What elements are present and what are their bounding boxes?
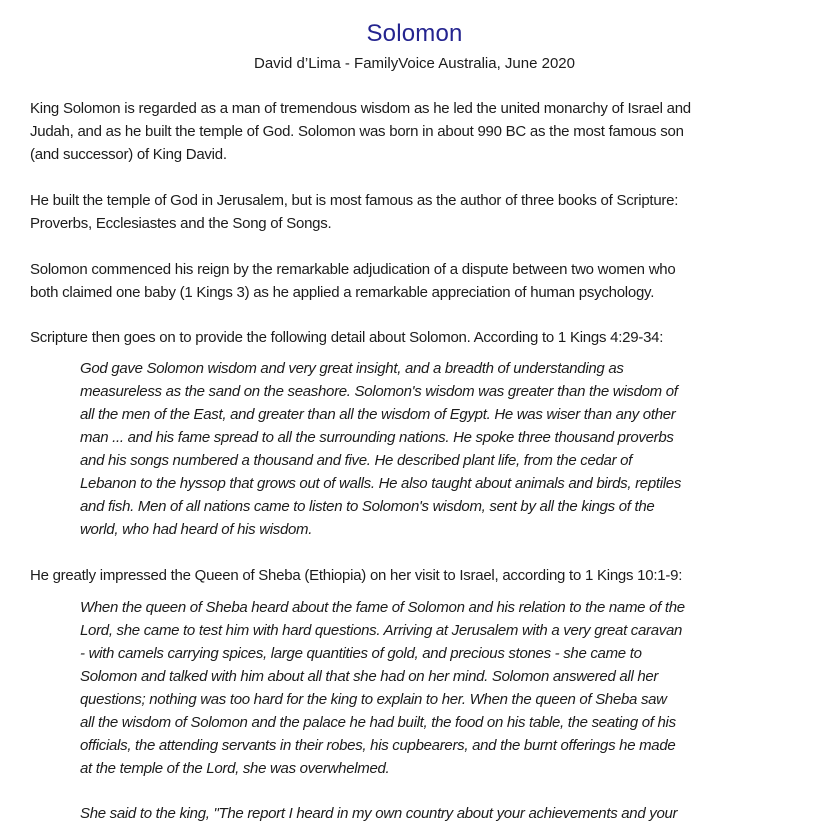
quote-line: at the temple of the Lord, she was overwhelmed. — [80, 760, 390, 777]
quote-line: officials, the attending servants in their robes, his cupbearers, and the burnt offerings he made — [80, 737, 676, 754]
quote-line: all the men of the East, and greater than all the wisdom of Egypt. He was wiser than any other — [80, 406, 676, 423]
quote-line: Solomon and talked with him about all that she had on her mind. Solomon answered all her — [80, 668, 659, 685]
blockquote-1-kings-4 — [80, 357, 825, 541]
paragraph-queen-of-sheba — [30, 564, 820, 587]
text-line: (and successor) of King David. — [30, 146, 227, 163]
quote-line: Lord, she came to test him with hard questions. Arriving at Jerusalem with a very great caravan — [80, 622, 683, 639]
text-line: He greatly impressed the Queen of Sheba (Ethiopia) on her visit to Israel, according to 1 Kings 10:1-9: — [30, 567, 683, 584]
paragraph-temple — [30, 189, 820, 235]
quote-line: man ... and his fame spread to all the surrounding nations. He spoke three thousand proverbs — [80, 429, 674, 446]
document-byline: David d’Lima - FamilyVoice Australia, June 2020 — [254, 55, 575, 72]
text-line: Scripture then goes on to provide the following detail about Solomon. According to 1 Kings 4:29-34: — [30, 329, 664, 346]
text-line: Solomon commenced his reign by the remarkable adjudication of a dispute between two women who — [30, 261, 676, 278]
text-line: King Solomon is regarded as a man of tremendous wisdom as he led the united monarchy of Israel and — [30, 100, 691, 117]
blockquote-1-kings-10 — [80, 596, 825, 780]
quote-line: God gave Solomon wisdom and very great insight, and a breadth of understanding as — [80, 360, 624, 377]
quote-line: world, who had heard of his wisdom. — [80, 521, 313, 538]
blockquote-queen-speech — [80, 802, 825, 825]
quote-line: and fish. Men of all nations came to listen to Solomon's wisdom, sent by all the kings of the — [80, 498, 655, 515]
paragraph-scripture-intro — [30, 326, 820, 349]
quote-line: measureless as the sand on the seashore. Solomon's wisdom was greater than the wisdom of — [80, 383, 678, 400]
text-line: Proverbs, Ecclesiastes and the Song of Songs. — [30, 215, 332, 232]
paragraph-reign — [30, 258, 820, 304]
quote-line: She said to the king, "The report I heard in my own country about your achievements and your — [80, 805, 678, 822]
quote-line: questions; nothing was too hard for the king to explain to her. When the queen of Sheba saw — [80, 691, 667, 708]
text-line: both claimed one baby (1 Kings 3) as he applied a remarkable appreciation of human psychology. — [30, 284, 655, 301]
paragraph-intro — [30, 97, 820, 166]
quote-line: - with camels carrying spices, large quantities of gold, and precious stones - she came to — [80, 645, 642, 662]
quote-line: When the queen of Sheba heard about the fame of Solomon and his relation to the name of the — [80, 599, 685, 616]
quote-line: and his songs numbered a thousand and five. He described plant life, from the cedar of — [80, 452, 633, 469]
quote-line: all the wisdom of Solomon and the palace he had built, the food on his table, the seating of his — [80, 714, 676, 731]
text-line: Judah, and as he built the temple of God. Solomon was born in about 990 BC as the most famous son — [30, 123, 684, 140]
quote-line: Lebanon to the hyssop that grows out of walls. He also taught about animals and birds, reptiles — [80, 475, 682, 492]
text-line: He built the temple of God in Jerusalem, but is most famous as the author of three books of Scripture: — [30, 192, 679, 209]
document-title: Solomon — [366, 20, 463, 47]
